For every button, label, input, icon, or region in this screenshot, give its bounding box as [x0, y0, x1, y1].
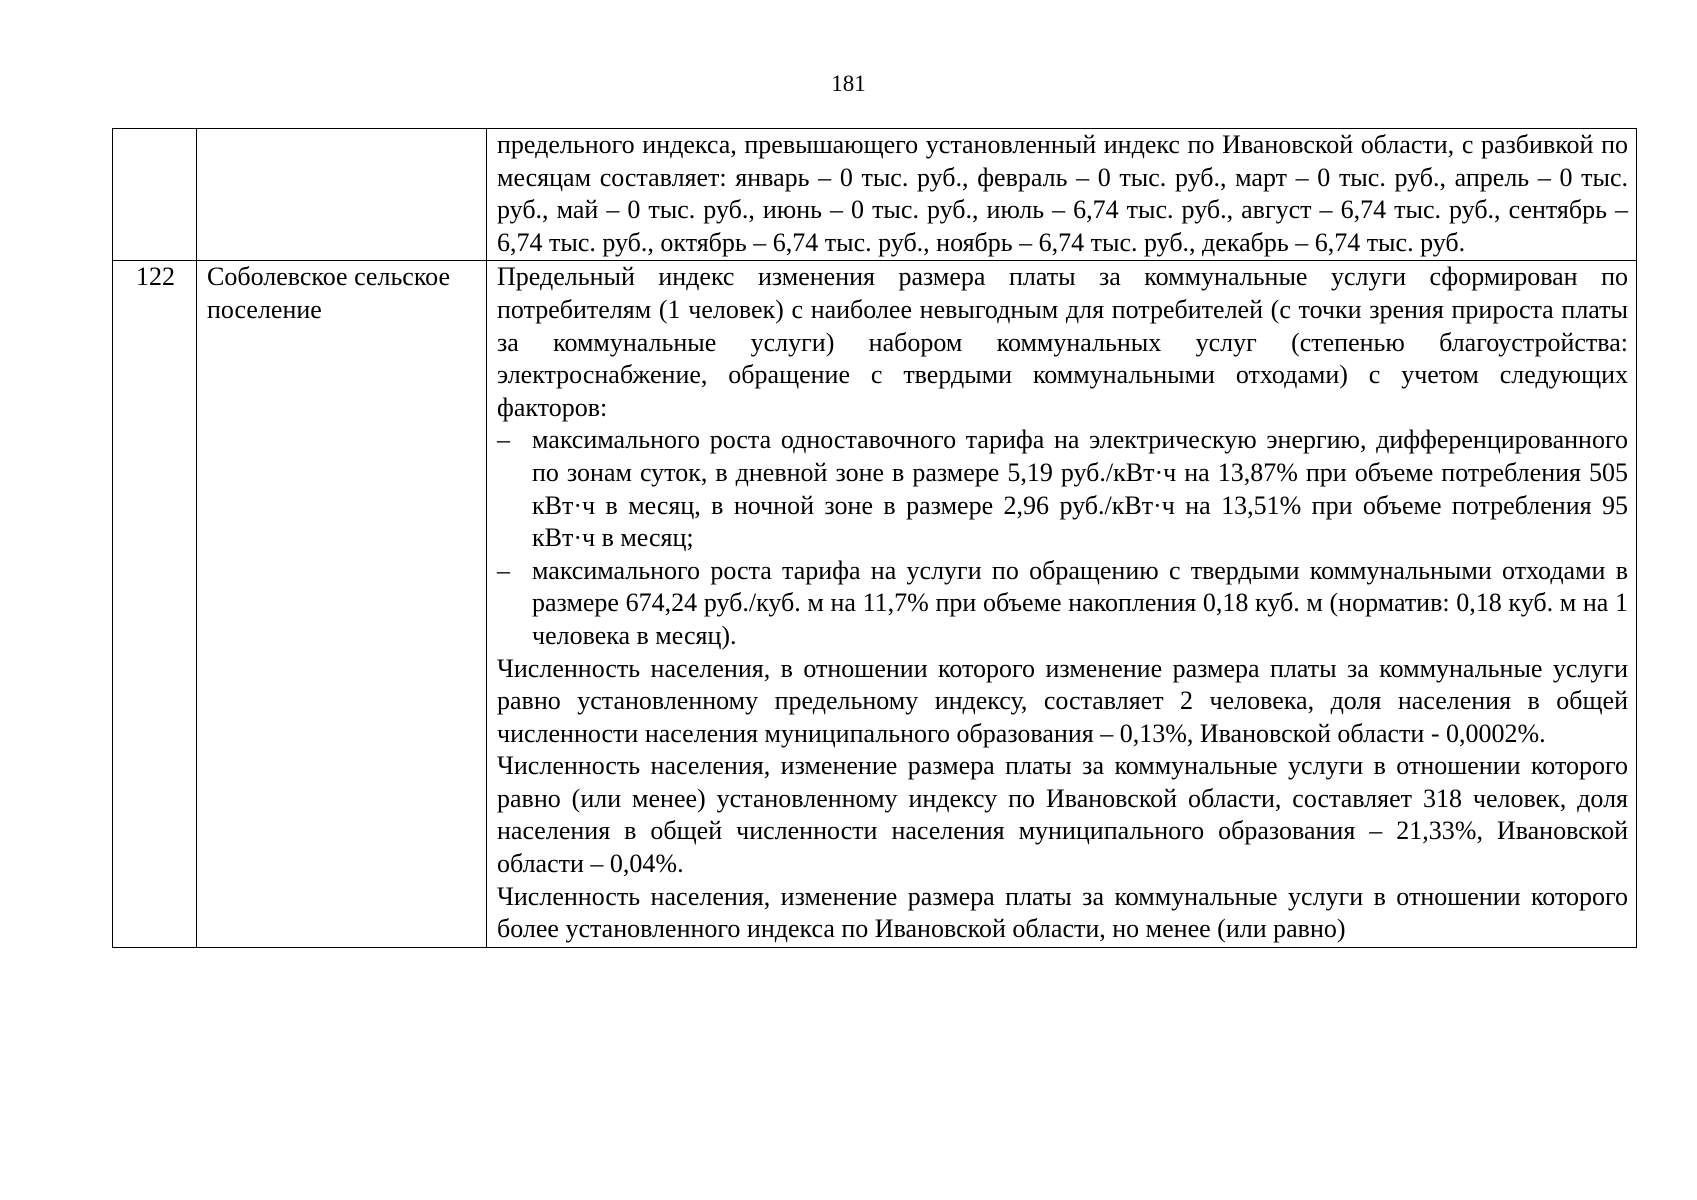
factor-text: максимального роста тарифа на услуги по обращению с твердыми коммунальными отходами в размере 674,24 руб./куб. м на 11,7% при объеме накопления 0,18 куб. м (норматив: 0,18 куб. м на 1 человека в месяц). — [532, 555, 1628, 650]
table-row-122 — [113, 261, 1637, 947]
list-item — [497, 424, 1628, 554]
dash-marker: – — [497, 555, 510, 585]
factors-list — [497, 424, 1628, 652]
row-number-cell: 122 — [113, 261, 197, 947]
population-paragraph-above-index: Численность населения, изменение размера платы за коммунальные услуги в отношении которого более установленного индекса по Ивановской области, но менее (или равно) — [497, 881, 1628, 944]
table-row-continued — [113, 129, 1637, 261]
row-number-cell-empty — [113, 129, 197, 261]
municipal-index-table — [112, 128, 1637, 948]
population-paragraph-limit-index: Численность населения, в отношении которого изменение размера платы за коммунальные услуги равно установленному предельному индексу, составляет 2 человека, доля населения в общей численности населения муниципального образования – 0,13%, Ивановской области - 0,0002%. — [497, 653, 1628, 748]
municipality-name-cell: Соболевское сельское поселение — [197, 261, 487, 947]
population-paragraph-regional-index: Численность населения, изменение размера платы за коммунальные услуги в отношении которого равно (или менее) установленному индексу по Ивановской области, составляет 318 человек, доля населения в общей численности населения муниципального образования – 21,33%, Ивановской области – 0,04%. — [497, 751, 1628, 879]
page-number: 181 — [831, 71, 866, 96]
dash-marker: – — [497, 425, 510, 455]
list-item — [497, 555, 1628, 653]
continued-paragraph: предельного индекса, превышающего установленный индекс по Ивановской области, с разбивкой по месяцам составляет: январь – 0 тыс. руб., февраль – 0 тыс. руб., март – 0 тыс. руб., апрель – 0 тыс. руб., май – 0 тыс. руб., июнь – 0 тыс. руб., июль – 6,74 тыс. руб., август – 6,74 тыс. руб., сентябрь – 6,74 тыс. руб., октябрь – 6,74 тыс. руб., ноябрь – 6,74 тыс. руб., декабрь – 6,74 тыс. руб. — [497, 130, 1628, 257]
factor-text: максимального роста одноставочного тарифа на электрическую энергию, дифференцированного по зонам суток, в дневной зоне в размере 5,19 руб./кВт·ч на 13,87% при объеме потребления 505 кВт·ч в месяц, в ночной зоне в размере 2,96 руб./кВт·ч на 13,51% при объеме потребления 95 кВт·ч в месяц; — [532, 425, 1628, 553]
description-cell — [487, 261, 1637, 947]
description-cell — [487, 129, 1637, 261]
municipality-name-cell-empty — [197, 129, 487, 261]
intro-paragraph: Предельный индекс изменения размера платы за коммунальные услуги сформирован по потребителям (1 человек) с наиболее невыгодным для потребителей (с точки зрения прироста платы за коммунальные услуги) набором коммунальных услуг (степенью благоустройства: электроснабжение, обращение с твердыми коммунальными отходами) с учетом следующих факторов: — [497, 262, 1628, 422]
